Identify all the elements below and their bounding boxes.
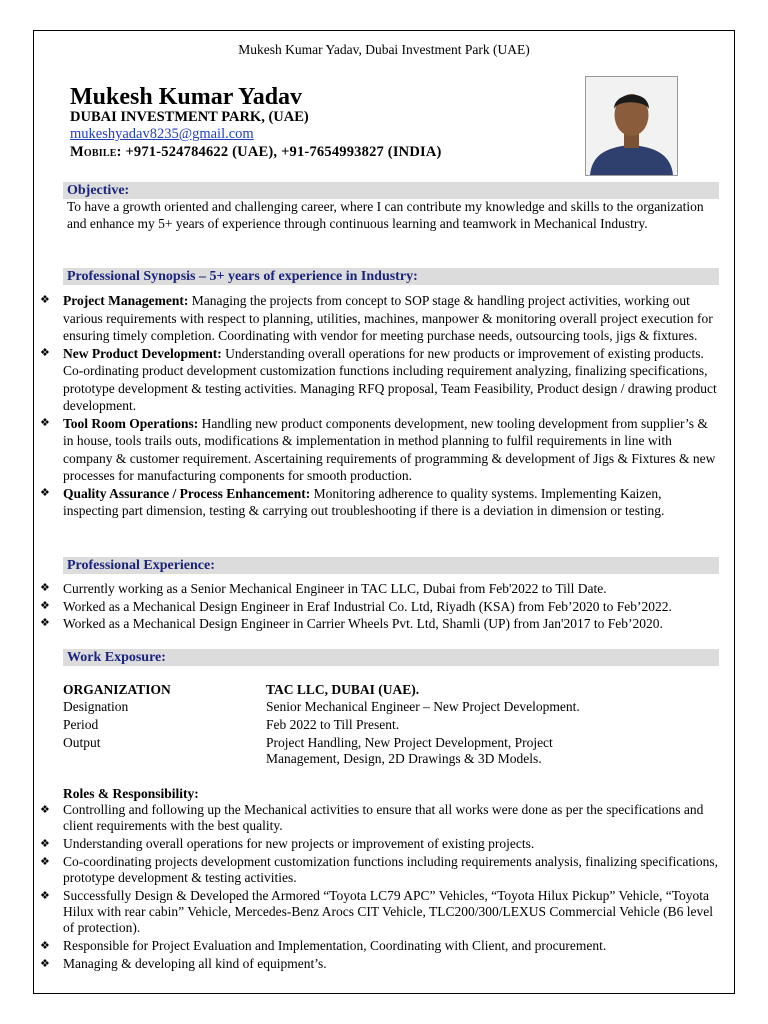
output-value: Project Handling, New Project Development, Project Management, Design, 2D Drawings & 3D Models.: [266, 735, 553, 766]
list-item: [40, 485, 718, 520]
item-text: Responsible for Project Evaluation and Implementation, Coordinating with Client, and procurement.: [63, 938, 607, 953]
item-text: Co-coordinating projects development customization functions including requirements analysis, finalizing specifications, prototype development & testing activities.: [63, 854, 718, 885]
item-text: Currently working as a Senior Mechanical Engineer in TAC LLC, Dubai from Feb'2022 to Till Date.: [63, 581, 607, 596]
item-text: Managing the projects from concept to SOP stage & handling project activities, working out various requirements with respect to planning, utilities, machines, manpower & monitoring overall project execution for ensuring timely completion. Coordinating with vendor for meeting purchase needs, outsourcing tools, jigs & fixtures.: [63, 293, 713, 343]
item-text: Worked as a Mechanical Design Engineer in Eraf Industrial Co. Ltd, Riyadh (KSA) from Feb’2020 to Feb’2022.: [63, 598, 672, 614]
list-item: [40, 415, 718, 485]
diamond-bullet-icon: ❖: [40, 958, 50, 970]
list-item: [40, 888, 718, 936]
list-item: [40, 580, 718, 598]
list-item: [40, 854, 718, 886]
roles-heading: Roles & Responsibility:: [63, 786, 199, 801]
diamond-bullet-icon: ❖: [40, 838, 50, 850]
diamond-bullet-icon: ❖: [40, 890, 50, 902]
phone-label: Mobile:: [70, 144, 122, 160]
experience-list: [40, 580, 718, 633]
diamond-bullet-icon: ❖: [40, 856, 50, 868]
item-text: Managing & developing all kind of equipment’s.: [63, 956, 327, 971]
diamond-bullet-icon: ❖: [40, 599, 50, 612]
objective-heading: Objective:: [63, 182, 719, 199]
period-label: Period: [63, 717, 99, 732]
synopsis-list: [40, 292, 718, 520]
item-text: Monitoring adherence to quality systems. Implementing Kaizen, inspecting part dimension, testing & carrying out troubleshooting if there is a deviation in dimension or testing.: [63, 485, 665, 518]
person-photo-icon: [586, 77, 677, 175]
list-item: [40, 836, 718, 852]
diamond-bullet-icon: ❖: [40, 346, 50, 359]
item-label: Quality Assurance / Process Enhancement:: [63, 485, 311, 501]
item-label: New Product Development:: [63, 345, 222, 361]
synopsis-heading: Professional Synopsis – 5+ years of experience in Industry:: [63, 268, 719, 285]
profile-photo: [585, 76, 678, 176]
item-text: Handling new product components development, new tooling development from supplier’s & in house, tools trails outs, modifications & implementation in method planning to fulfil requirements in line with company & customer requirement. Ascertaining requirements of programming & development of Jigs & Fixtures & new processes for manufacturing components for smooth production.: [63, 415, 716, 483]
list-item: [40, 598, 718, 616]
diamond-bullet-icon: ❖: [40, 294, 50, 306]
list-item: [40, 956, 718, 972]
list-item: [40, 292, 718, 345]
item-label: Project Management:: [63, 293, 189, 308]
phone-line: [70, 144, 442, 161]
phone-number: +971-524784622 (UAE), +91-7654993827 (INDIA): [125, 144, 442, 160]
item-text: Worked as a Mechanical Design Engineer in Carrier Wheels Pvt. Ltd, Shamli (UP) from Jan'2017 to Feb’2020.: [63, 616, 663, 631]
output-label: Output: [63, 735, 101, 750]
diamond-bullet-icon: ❖: [40, 486, 50, 499]
item-text: Understanding overall operations for new products or improvement of existing products. Co-ordinating product development customization functions including requirement analyzing, finalizing specifications, prototype development & testing activities. Managing RFQ proposal, Team Feasibility, Product design / drawing product development.: [63, 345, 717, 413]
list-item: [40, 345, 718, 415]
diamond-bullet-icon: ❖: [40, 617, 50, 629]
item-text: Controlling and following up the Mechanical activities to ensure that all works were done as per the specifications and client requirements with the best quality.: [63, 802, 704, 833]
running-header: Mukesh Kumar Yadav, Dubai Investment Park (UAE): [238, 42, 530, 57]
organization-value: TAC LLC, DUBAI (UAE).: [266, 682, 420, 697]
diamond-bullet-icon: ❖: [40, 804, 50, 816]
diamond-bullet-icon: ❖: [40, 940, 50, 952]
designation-label: Designation: [63, 699, 129, 714]
email-link[interactable]: mukeshyadav8235@gmail.com: [70, 126, 254, 142]
experience-heading: Professional Experience:: [63, 557, 719, 574]
organization-label: ORGANIZATION: [63, 682, 171, 697]
roles-list: [40, 802, 718, 974]
list-item: [40, 802, 718, 834]
diamond-bullet-icon: ❖: [40, 582, 50, 594]
item-text: Successfully Design & Developed the Armored “Toyota LC79 APC” Vehicles, “Toyota Hilux Pickup” Vehicle, “Toyota Hilux with rear cabin” Vehicle, Mercedes-Benz Arocs CIT Vehicle, TLC200/300/LEXUS Commercial Vehicle (B6 level of protection).: [63, 888, 713, 935]
item-text: Understanding overall operations for new projects or improvement of existing projects.: [63, 836, 535, 851]
list-item: [40, 938, 718, 954]
period-value: Feb 2022 to Till Present.: [266, 717, 400, 732]
address: DUBAI INVESTMENT PARK, (UAE): [70, 109, 309, 125]
objective-text: To have a growth oriented and challenging career, where I can contribute my knowledge and skills to the organization and enhance my 5+ years of experience through continuous learning and teamwork in Mechanical Industry.: [67, 199, 704, 231]
candidate-name: Mukesh Kumar Yadav: [70, 84, 303, 110]
work-exposure-heading: Work Exposure:: [63, 649, 719, 666]
designation-value: Senior Mechanical Engineer – New Project Development.: [266, 699, 580, 714]
list-item: [40, 615, 718, 633]
item-label: Tool Room Operations:: [63, 415, 199, 431]
diamond-bullet-icon: ❖: [40, 416, 50, 429]
